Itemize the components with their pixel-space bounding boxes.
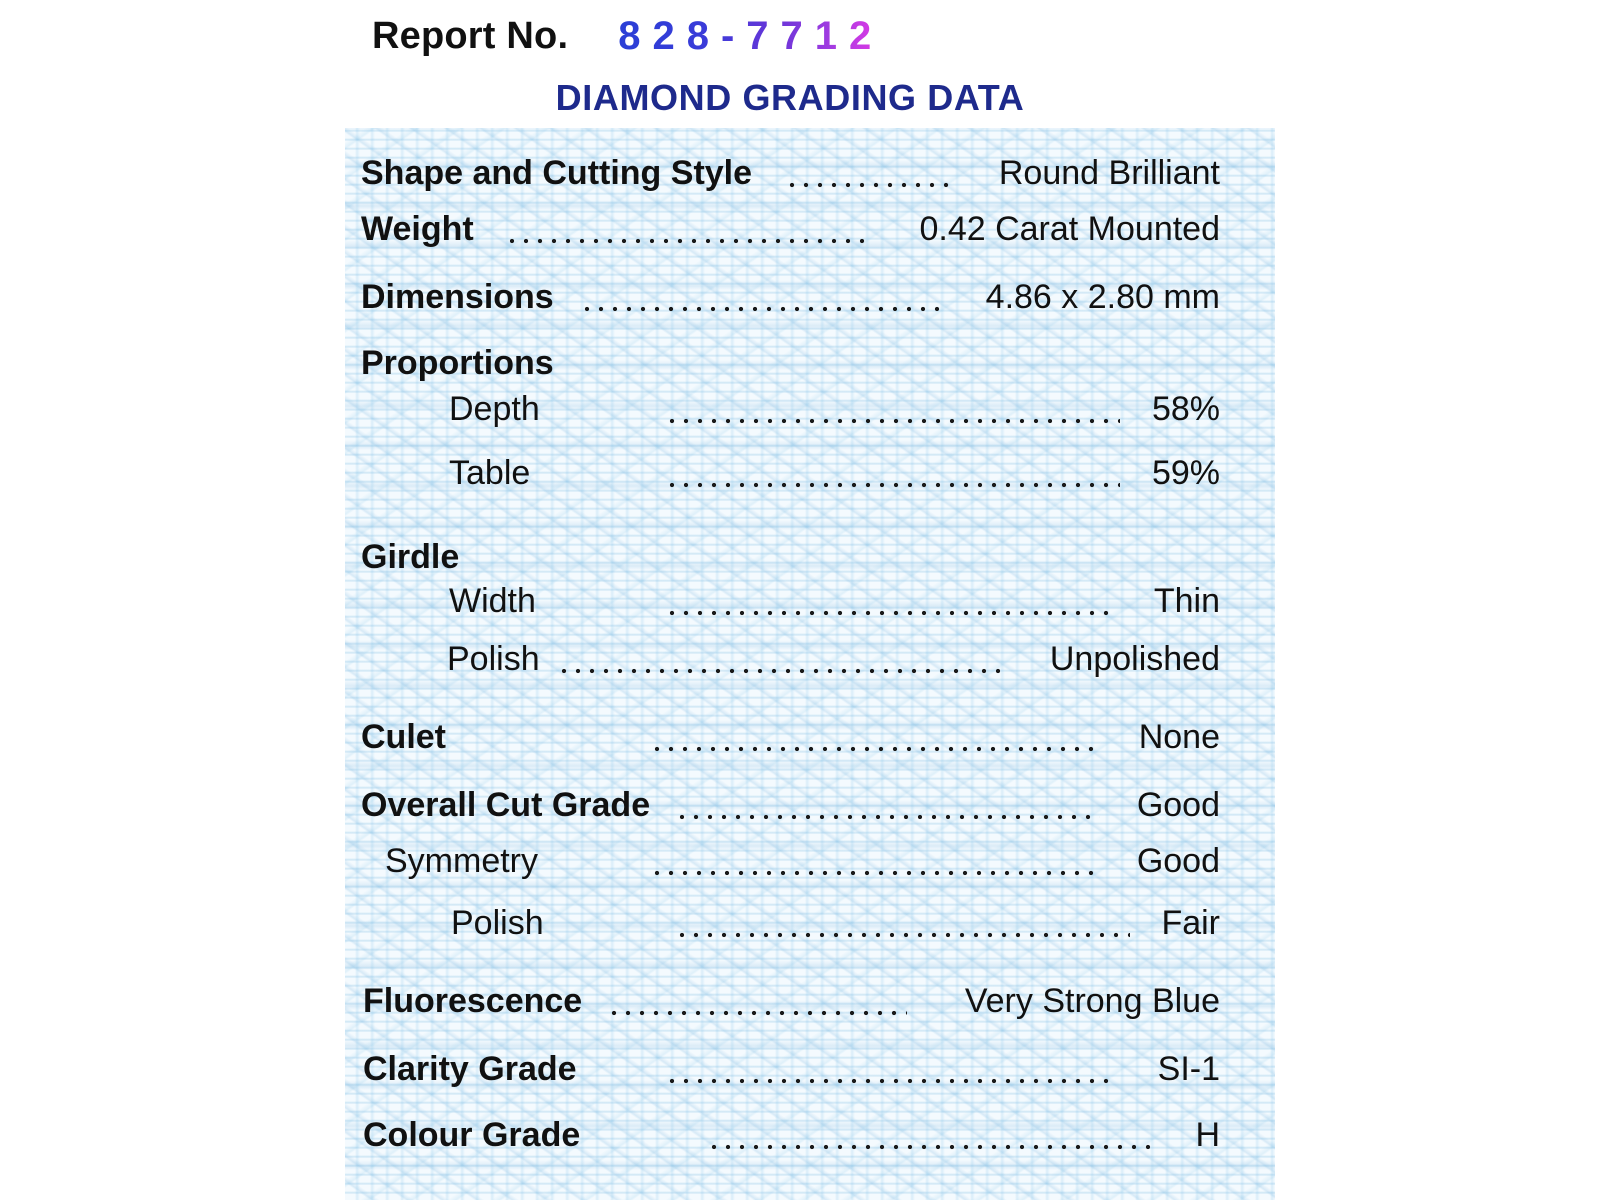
row-culet <box>345 712 1275 762</box>
row-fluorescence <box>345 976 1275 1026</box>
row-label: Width <box>449 582 536 620</box>
row-label: Polish <box>447 640 540 678</box>
row-depth <box>345 384 1275 434</box>
leader-dots <box>650 870 1100 876</box>
row-value: 0.42 Carat Mounted <box>919 210 1220 248</box>
leader-dots <box>707 1144 1152 1150</box>
leader-dots <box>665 482 1120 488</box>
row-overall-cut-grade <box>345 780 1275 830</box>
row-label: Symmetry <box>385 842 538 880</box>
row-label: Overall Cut Grade <box>361 786 651 824</box>
row-value: 58% <box>1151 390 1220 428</box>
leader-dots <box>675 932 1130 938</box>
row-value: SI-1 <box>1157 1050 1220 1088</box>
leader-dots <box>665 418 1120 424</box>
row-value: Good <box>1136 786 1220 824</box>
row-label: Table <box>449 454 531 492</box>
leader-dots <box>665 610 1110 616</box>
document-title: DIAMOND GRADING DATA <box>555 77 1025 118</box>
row-label: Polish <box>451 904 544 942</box>
row-value: 59% <box>1151 454 1220 492</box>
leader-dots <box>580 306 945 312</box>
row-cut-polish <box>345 898 1275 948</box>
report-number-line <box>372 10 883 62</box>
row-label: Shape and Cutting Style <box>361 154 753 192</box>
row-symmetry <box>345 836 1275 886</box>
row-value: H <box>1195 1116 1220 1154</box>
row-weight <box>345 204 1275 254</box>
leader-dots <box>665 1078 1115 1084</box>
row-label: Clarity Grade <box>363 1050 577 1088</box>
row-label: Fluorescence <box>363 982 583 1020</box>
row-value: Unpolished <box>1049 640 1220 678</box>
row-girdle-width <box>345 576 1275 626</box>
row-dimensions <box>345 272 1275 322</box>
row-value: 4.86 x 2.80 mm <box>985 278 1220 316</box>
row-label: Culet <box>361 718 446 756</box>
row-colour-grade <box>345 1110 1275 1160</box>
report-number-label: Report No. <box>372 14 569 57</box>
leader-dots <box>557 668 1002 674</box>
row-value: Good <box>1136 842 1220 880</box>
row-value: Thin <box>1153 582 1220 620</box>
leader-dots <box>607 1010 907 1016</box>
row-value: Very Strong Blue <box>964 982 1220 1020</box>
row-girdle-polish <box>345 634 1275 684</box>
report-number-value: 828-7712 <box>618 13 884 58</box>
row-value: Round Brilliant <box>998 154 1220 192</box>
row-label: Colour Grade <box>363 1116 581 1154</box>
row-clarity-grade <box>345 1044 1275 1094</box>
row-label: Depth <box>449 390 540 428</box>
row-label: Weight <box>361 210 474 248</box>
row-table <box>345 448 1275 498</box>
row-shape-cutting-style <box>345 148 1275 198</box>
section-heading: Girdle <box>361 538 460 576</box>
row-proportions-heading <box>345 338 1275 388</box>
leader-dots <box>505 238 870 244</box>
row-value: None <box>1138 718 1220 756</box>
row-value: Fair <box>1161 904 1220 942</box>
row-label: Dimensions <box>361 278 554 316</box>
leader-dots <box>675 814 1100 820</box>
leader-dots <box>785 182 955 188</box>
grading-data-panel <box>345 128 1275 1200</box>
row-girdle-heading <box>345 532 1275 582</box>
section-heading: Proportions <box>361 344 554 382</box>
leader-dots <box>650 746 1100 752</box>
